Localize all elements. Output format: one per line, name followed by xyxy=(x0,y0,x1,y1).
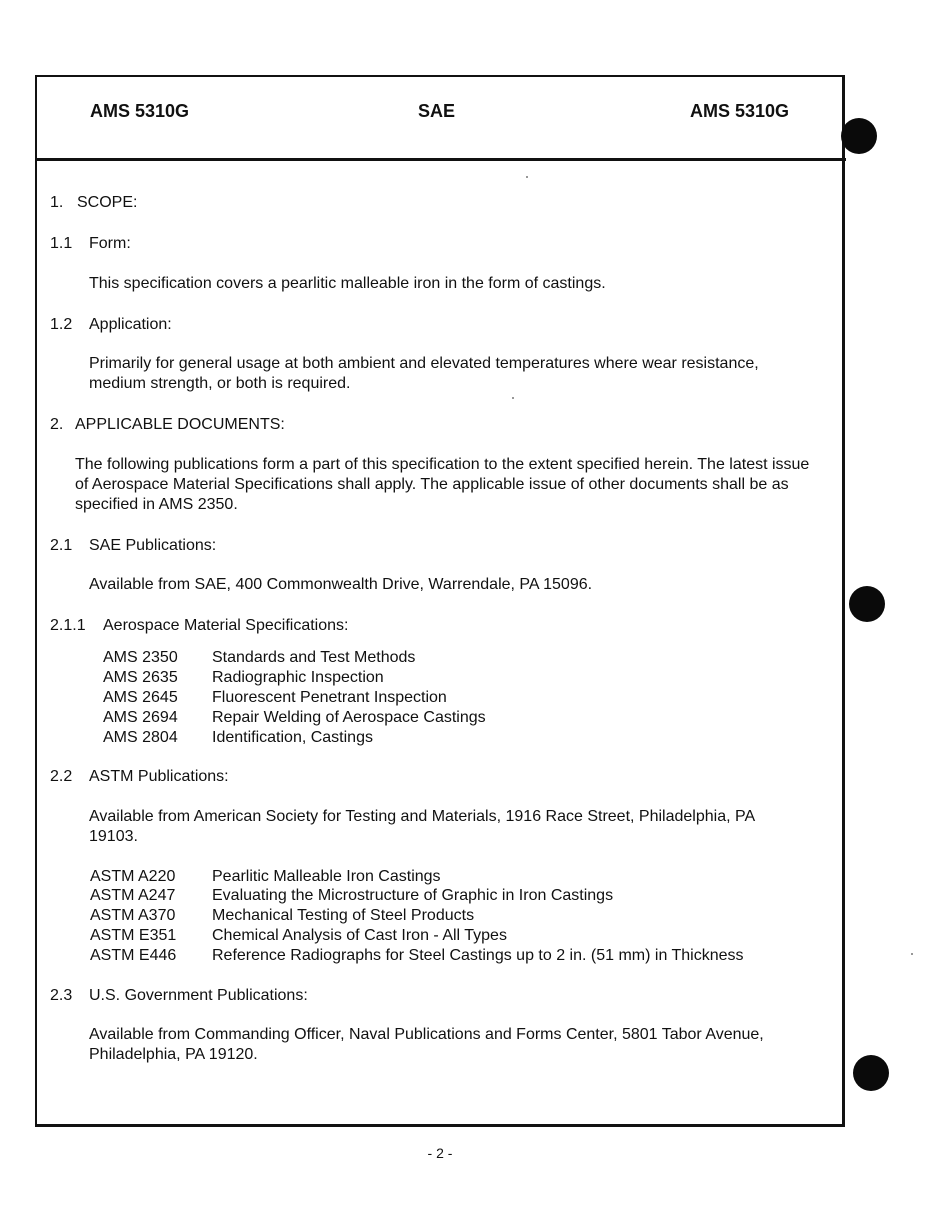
astm-ref-row xyxy=(90,906,474,926)
ref-code: ASTM A370 xyxy=(90,907,176,924)
ref-code: ASTM E351 xyxy=(90,927,177,944)
ref-title: Evaluating the Microstructure of Graphic in Iron Castings xyxy=(212,887,614,904)
astm-ref-row xyxy=(90,926,507,946)
ref-title: Fluorescent Penetrant Inspection xyxy=(212,689,447,706)
ref-title: Radiographic Inspection xyxy=(212,669,384,686)
ams-ref-row xyxy=(103,668,384,688)
section-2-body: The following publications form a part of this specification to the extent specified herein. The latest issue of Aerospace Material Specifications shall apply. The applicable issue of other documents shall be as specified in AMS 2350. xyxy=(75,456,810,513)
revision-mark-icon xyxy=(841,118,877,154)
header-left-code: AMS 5310G xyxy=(90,101,190,121)
section-2-1-number: 2.1 xyxy=(50,537,73,554)
ams-ref-row xyxy=(103,648,415,668)
ref-code: ASTM A247 xyxy=(90,887,176,904)
ref-code: AMS 2635 xyxy=(103,669,178,686)
ref-code: AMS 2804 xyxy=(103,729,178,746)
header-center-org: SAE xyxy=(418,101,456,121)
ref-title: Mechanical Testing of Steel Products xyxy=(212,907,475,924)
header-divider xyxy=(35,158,846,161)
section-2-1-1-number: 2.1.1 xyxy=(50,617,86,634)
ref-title: Identification, Castings xyxy=(212,729,373,746)
section-1-2-number: 1.2 xyxy=(50,316,73,333)
page-frame xyxy=(35,75,845,1127)
section-2-2-body: Available from American Society for Testing and Materials, 1916 Race Street, Philadelphia, PA 19103. xyxy=(89,808,755,845)
scan-speck xyxy=(911,953,913,955)
page-number: - 2 - xyxy=(427,1145,453,1161)
ref-title: Standards and Test Methods xyxy=(212,649,416,666)
section-2-3-body: Available from Commanding Officer, Naval Publications and Forms Center, 5801 Tabor Avenue, Philadelphia, PA 19120. xyxy=(89,1026,764,1063)
ref-code: ASTM E446 xyxy=(90,947,177,964)
ref-title: Chemical Analysis of Cast Iron - All Types xyxy=(212,927,507,944)
header-right-code: AMS 5310G xyxy=(690,101,790,121)
section-2-1-1-title: Aerospace Material Specifications: xyxy=(103,617,349,634)
revision-mark-icon xyxy=(849,586,885,622)
section-2-number: 2. xyxy=(50,416,64,433)
section-1-1-number: 1.1 xyxy=(50,235,73,252)
section-2-title: APPLICABLE DOCUMENTS: xyxy=(75,416,285,433)
astm-ref-row xyxy=(90,946,744,966)
ref-code: ASTM A220 xyxy=(90,868,176,885)
section-1-1-title: Form: xyxy=(89,235,131,252)
ref-title: Repair Welding of Aerospace Castings xyxy=(212,709,486,726)
section-1-1-body: This specification covers a pearlitic malleable iron in the form of castings. xyxy=(89,275,606,292)
ref-code: AMS 2694 xyxy=(103,709,178,726)
ams-ref-row xyxy=(103,688,447,708)
ref-code: AMS 2350 xyxy=(103,649,178,666)
section-1-title: SCOPE: xyxy=(77,194,138,211)
scan-speck xyxy=(526,176,528,178)
ref-title: Reference Radiographs for Steel Castings up to 2 in. (51 mm) in Thickness xyxy=(212,947,744,964)
ams-ref-row xyxy=(103,708,486,728)
section-2-2-title: ASTM Publications: xyxy=(89,768,229,785)
scan-speck xyxy=(512,397,514,399)
section-1-2-title: Application: xyxy=(89,316,172,333)
section-2-1-title: SAE Publications: xyxy=(89,537,217,554)
section-2-3-title: U.S. Government Publications: xyxy=(89,987,308,1004)
section-2-2-number: 2.2 xyxy=(50,768,73,785)
section-1-2-body: Primarily for general usage at both ambient and elevated temperatures where wear resistance, medium strength, or both is required. xyxy=(89,355,759,392)
ams-ref-row xyxy=(103,728,373,748)
astm-ref-row xyxy=(90,886,613,906)
ref-title: Pearlitic Malleable Iron Castings xyxy=(212,868,441,885)
section-2-1-body: Available from SAE, 400 Commonwealth Drive, Warrendale, PA 15096. xyxy=(89,576,593,593)
revision-mark-icon xyxy=(853,1055,889,1091)
astm-ref-row xyxy=(90,867,441,887)
ref-code: AMS 2645 xyxy=(103,689,178,706)
section-1-number: 1. xyxy=(50,194,64,211)
section-2-3-number: 2.3 xyxy=(50,987,73,1004)
